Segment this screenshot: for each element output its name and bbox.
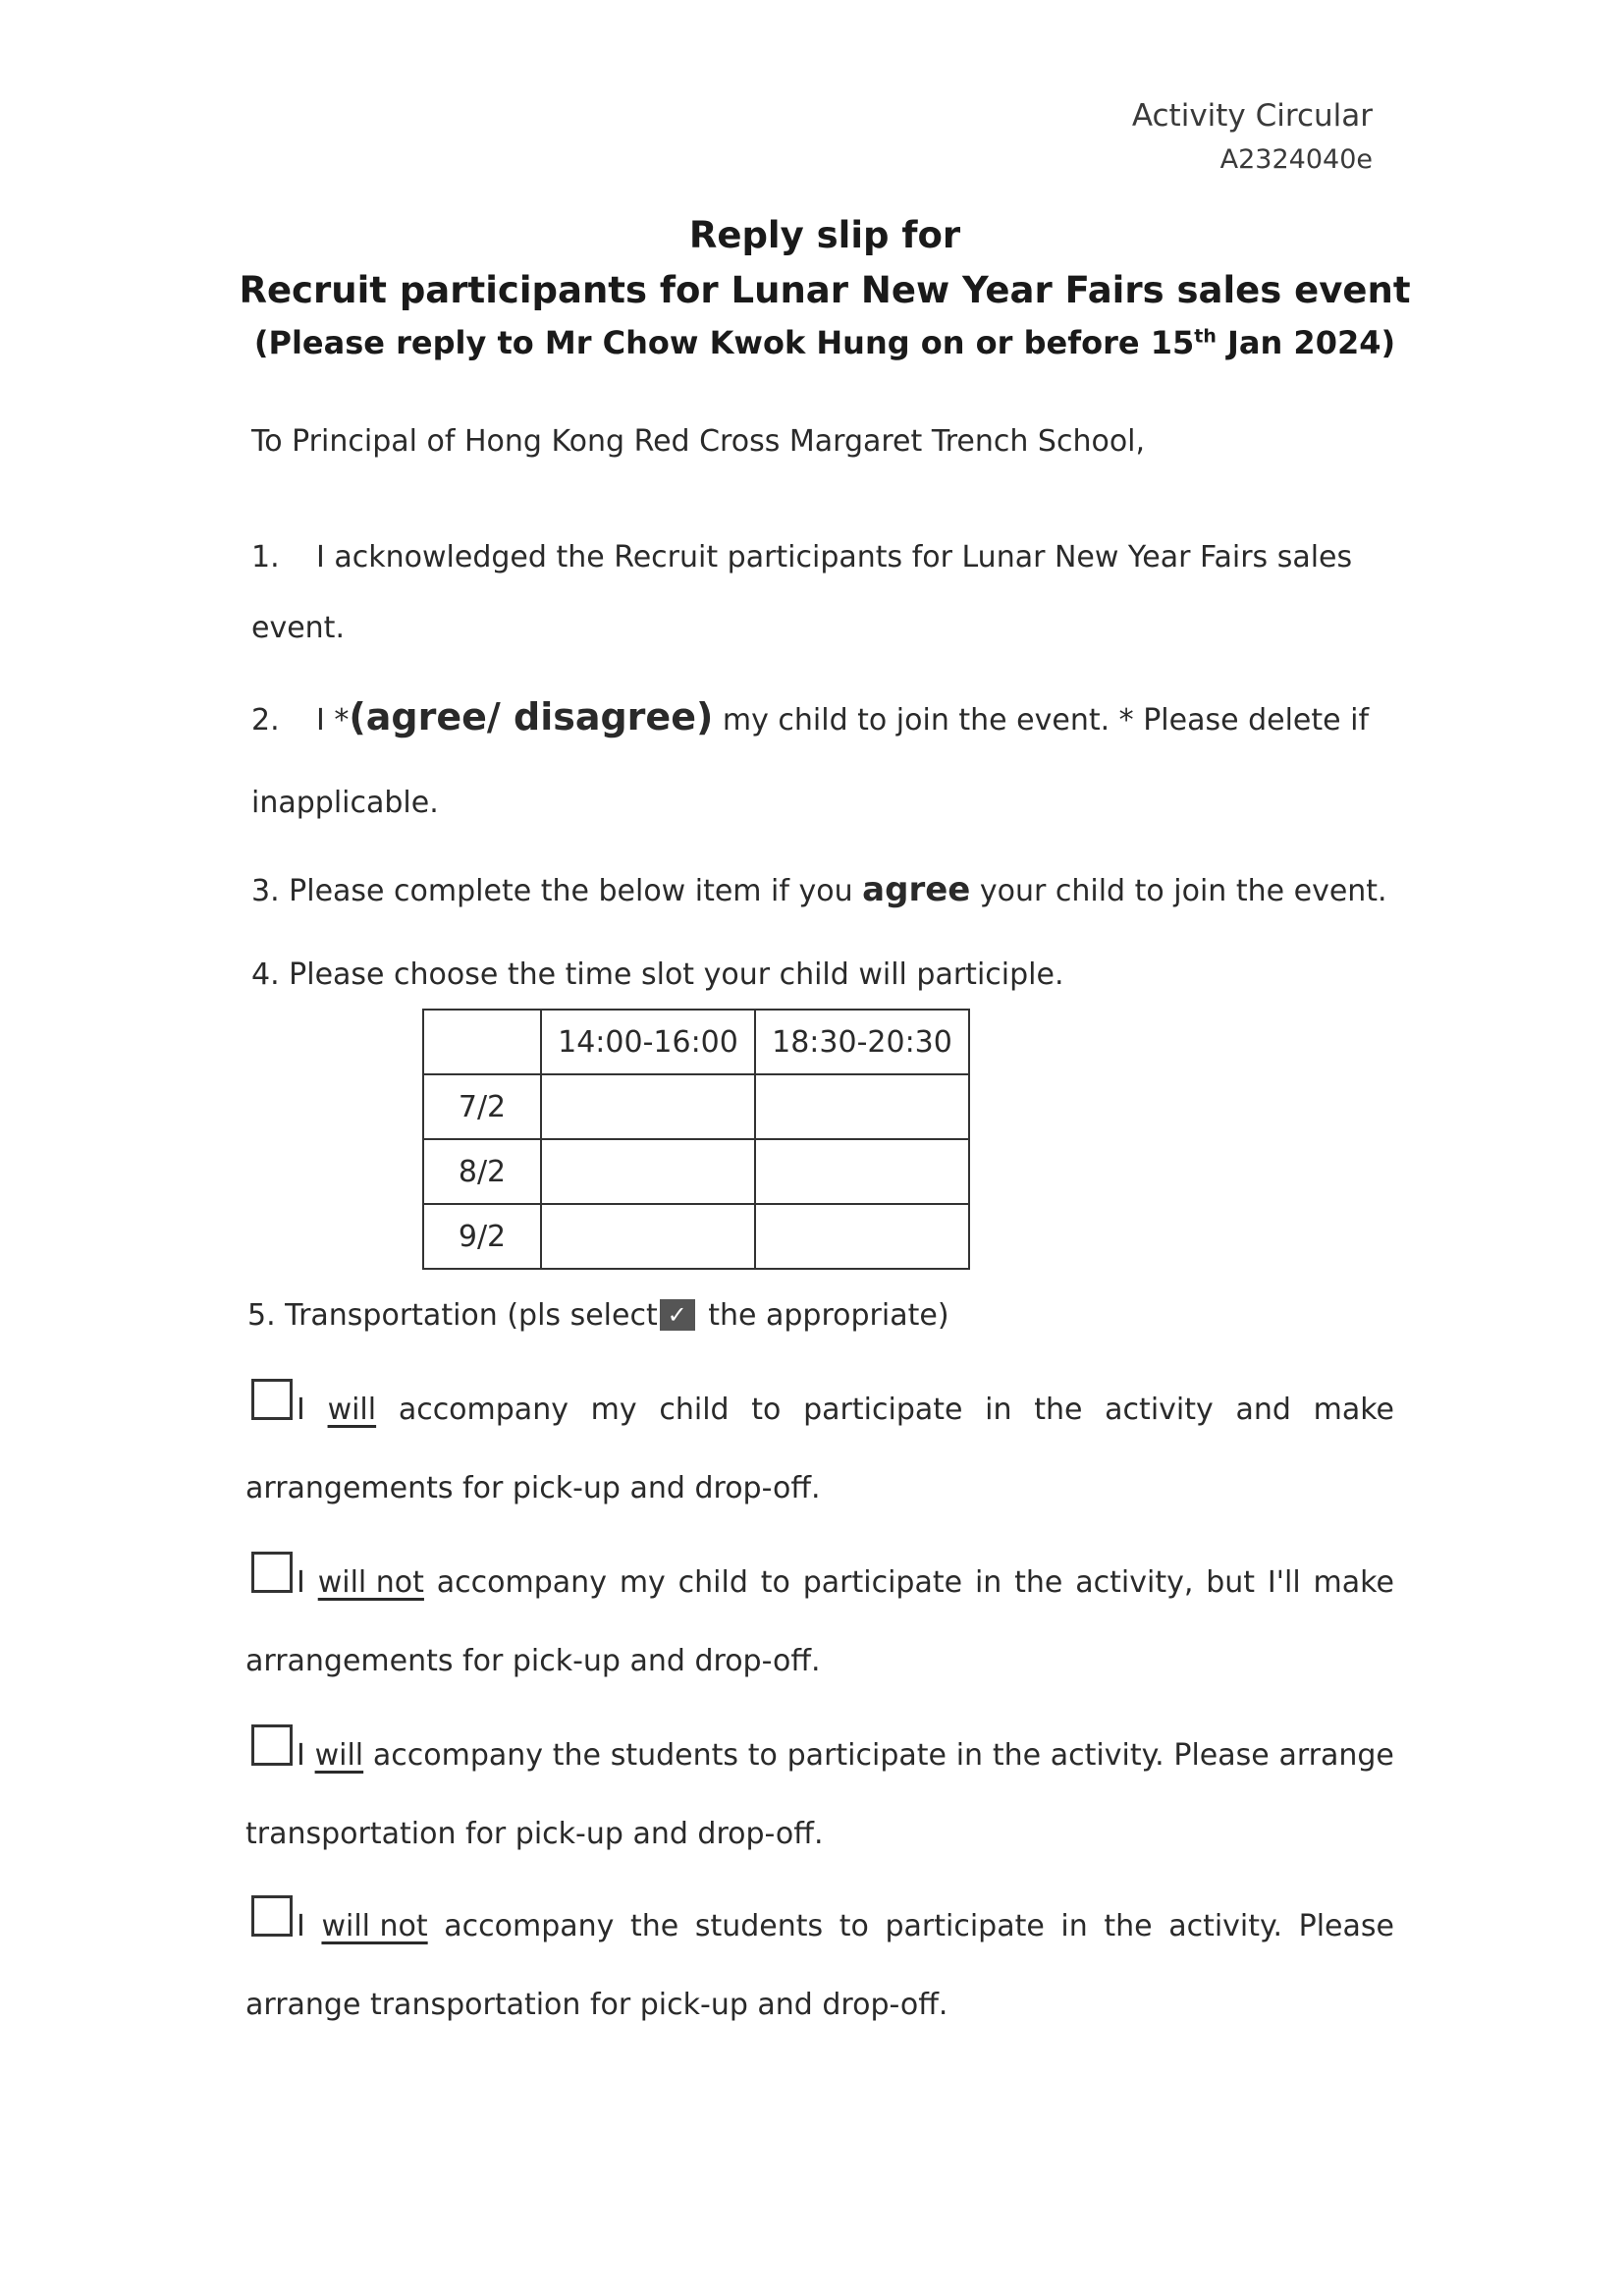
option-2-line-2: arrangements for pick-up and drop-off. [245,1644,821,1678]
title-line-1: Reply slip for [688,214,961,256]
table-corner-cell [423,1010,541,1074]
slot-cell[interactable] [541,1204,755,1269]
item-2-number: 2. [251,703,280,738]
option-3-line-2: transportation for pick-up and drop-off. [245,1817,824,1851]
slot-cell[interactable] [755,1204,969,1269]
table-row [423,1139,969,1204]
option-3-line-1: I will accompany the students to participate in the activity. Please arrange [297,1738,1394,1773]
date-cell: 7/2 [423,1074,541,1139]
date-cell: 8/2 [423,1139,541,1204]
table-header-slot-1: 14:00-16:00 [541,1010,755,1074]
checkmark-box-icon: ✓ [660,1299,695,1331]
table-header-row [423,1010,969,1074]
ordinal-suffix: th [1194,325,1217,348]
checkbox-will-accompany-child[interactable] [251,1379,293,1420]
slot-cell[interactable] [755,1139,969,1204]
checkbox-will-not-accompany-students[interactable] [251,1895,293,1937]
item-4-text: 4. Please choose the time slot your child will participle. [251,957,1064,992]
title-line-2: Recruit participants for Lunar New Year Fairs sales event [239,269,1411,311]
table-header-slot-2: 18:30-20:30 [755,1010,969,1074]
date-cell: 9/2 [423,1204,541,1269]
option-4-line-2: arrange transportation for pick-up and drop-off. [245,1988,948,2022]
item-1-text-cont: event. [251,611,345,645]
item-3-text: 3. Please complete the below item if you agree your child to join the event. [251,870,1387,909]
time-slot-table [422,1009,970,1270]
circular-code: A2324040e [1219,144,1373,175]
item-2-text-cont: inapplicable. [251,786,439,820]
slot-cell[interactable] [541,1074,755,1139]
slot-cell[interactable] [541,1139,755,1204]
item-1-number: 1. [251,540,280,574]
option-2-line-1: I will not accompany my child to participate in the activity, but I'll make [297,1565,1394,1600]
agree-disagree-choice[interactable]: (agree/ disagree) [349,695,714,738]
checkbox-will-not-accompany-child[interactable] [251,1552,293,1593]
table-row [423,1204,969,1269]
table-row [423,1074,969,1139]
option-1-line-1: I will accompany my child to participate in the activity and make [297,1393,1394,1427]
circular-label: Activity Circular [1131,98,1373,134]
item-2-text: I *(agree/ disagree) my child to join the event. * Please delete if [316,695,1370,738]
checkbox-will-accompany-students[interactable] [251,1724,293,1766]
addressee: To Principal of Hong Kong Red Cross Margaret Trench School, [251,424,1146,459]
option-1-line-2: arrangements for pick-up and drop-off. [245,1471,821,1505]
option-4-line-1: I will not accompany the students to participate in the activity. Please [297,1909,1394,1943]
title-line-3: (Please reply to Mr Chow Kwok Hung on or before 15th Jan 2024) [253,324,1396,361]
slot-cell[interactable] [755,1074,969,1139]
transport-label: 5. Transportation (pls select ✓ the appropriate) [247,1298,949,1333]
item-1-text: I acknowledged the Recruit participants for Lunar New Year Fairs sales [316,540,1353,574]
